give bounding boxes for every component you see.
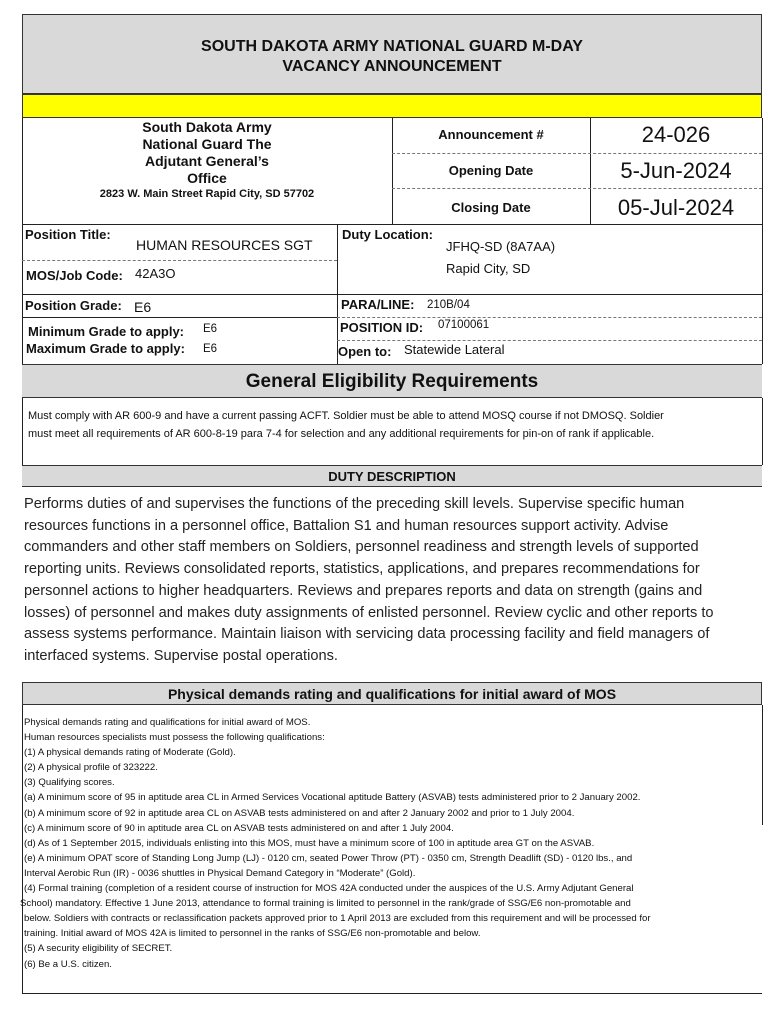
phys-line: (2) A physical profile of 323222. — [24, 762, 158, 774]
max-grade: E6 — [203, 343, 218, 355]
duty-line: resources functions in a personnel office, Battalion S1 and human resources support activity. Advise — [24, 517, 669, 534]
announcement-number-label: Announcement # — [438, 127, 544, 142]
duty-location-label: Duty Location: — [342, 227, 433, 242]
header-title-line1: SOUTH DAKOTA ARMY NATIONAL GUARD M-DAY — [201, 38, 583, 55]
phys-line: (5) A security eligibility of SECRET. — [24, 943, 173, 955]
duty-description-header — [22, 465, 762, 487]
org-line4: Office — [187, 170, 227, 186]
para-line: 210B/04 — [427, 299, 470, 311]
closing-date: 05-Jul-2024 — [617, 195, 735, 220]
duty-line: losses) of personnel and makes duty assignments of enlisted personnel. Review cyclic and other reports to — [24, 604, 714, 621]
position-title: HUMAN RESOURCES SGT — [136, 237, 313, 253]
general-eligibility-header — [22, 364, 762, 398]
phys-line: Interval Aerobic Run (IR) - 0036 shuttles in Physical Demand Category in “Moderate” (Gold). — [24, 867, 416, 879]
general-line2: must meet all requirements of AR 600-8-19 para 7-4 for selection and any additional requirements for pin-on of rank if applicable. — [28, 428, 655, 440]
closing-date-label: Closing Date — [451, 200, 531, 215]
duty-line: Performs duties of and supervises the functions of the preceding skill levels. Supervise specific human — [24, 496, 685, 512]
max-grade-label: Maximum Grade to apply: — [26, 341, 185, 356]
position-grade: E6 — [134, 299, 152, 315]
phys-frame-bottom — [22, 993, 762, 994]
position-sep3 — [337, 317, 762, 318]
min-grade-label: Minimum Grade to apply: — [28, 324, 185, 339]
announcement-header — [22, 14, 762, 94]
physical-demands-header — [22, 682, 762, 705]
ann-row-sep2 — [392, 188, 762, 189]
position-sep2 — [22, 294, 762, 295]
highlight-bar — [22, 94, 762, 118]
phys-line: Human resources specialists must possess the following qualifications: — [24, 732, 325, 744]
gen-frame-right — [762, 398, 763, 465]
phys-line: School) mandatory. Effective 1 June 2013, attendance to formal training is limited to personnel in the rank/grade of SSG/E6 non-promotable and — [20, 898, 631, 910]
physical-demands-title: Physical demands rating and qualifications for initial award of MOS — [167, 686, 617, 702]
mos-code: 42A3O — [135, 266, 176, 281]
phys-line: (4) Formal training (completion of a resident course of instruction for MOS 42A conducted under the auspices of the U.S. Army Adjutant General — [24, 883, 634, 895]
mos-label: MOS/Job Code: — [26, 268, 123, 283]
position-top-rule — [22, 224, 762, 225]
org-address: 2823 W. Main Street Rapid City, SD 57702 — [99, 188, 315, 200]
phys-line: below. Soldiers with contracts or reclassification packets approved prior to 1 April 2013 are excluded from this requirement and will be processed for — [24, 913, 651, 925]
phys-line: (a) A minimum score of 95 in aptitude area CL in Armed Services Vocational aptitude Battery (ASVAB) tests administered prior to 2 January 2002. — [24, 792, 641, 804]
open-to: Statewide Lateral — [404, 342, 505, 357]
duty-location-line2: Rapid City, SD — [446, 261, 531, 276]
duty-description-title: DUTY DESCRIPTION — [328, 469, 456, 484]
duty-line: assess systems performance. Maintain liaison with servicing data processing facility and field managers of — [24, 626, 710, 643]
duty-line: personnel actions to higher headquarters. Reviews and prepares reports and data on strength (gains and — [24, 582, 703, 599]
duty-line: interfaced systems. Supervise postal operations. — [24, 647, 338, 664]
para-line-label: PARA/LINE: — [341, 297, 415, 312]
duty-location-line1: JFHQ-SD (8A7AA) — [446, 239, 556, 254]
phys-line: (1) A physical demands rating of Moderate (Gold). — [24, 747, 236, 759]
duty-line: commanders and other staff members on Soldiers, personnel readiness and strength levels of supported — [24, 539, 699, 556]
position-id: 07100061 — [438, 319, 490, 331]
duty-description-text — [24, 494, 766, 668]
frame-right — [762, 118, 763, 364]
opening-date-label: Opening Date — [448, 163, 534, 178]
announcement-number: 24-026 — [641, 122, 711, 147]
phys-line: (6) Be a U.S. citizen. — [24, 958, 112, 970]
position-id-label: POSITION ID: — [340, 320, 424, 335]
min-grade: E6 — [203, 323, 218, 335]
phys-line: training. Initial award of MOS 42A is limited to personnel in the ranks of SSG/E6 non-promotable and below. — [24, 928, 481, 940]
phys-line: (c) A minimum score of 90 in aptitude area CL on ASVAB tests administered on and after 1 July 2004. — [24, 822, 454, 834]
duty-line: reporting units. Reviews consolidated reports, statistics, applications, and prepares recommendations for — [24, 561, 700, 578]
phys-line: (e) A minimum OPAT score of Standing Long Jump (LJ) - 0120 cm, seated Power Throw (PT) - 0350 cm, Strength Deadlift (SD) - 0120 lbs., and — [24, 852, 633, 864]
general-eligibility-title: General Eligibility Requirements — [245, 371, 539, 392]
phys-line: (3) Qualifying scores. — [24, 777, 115, 789]
general-line1: Must comply with AR 600-9 and have a current passing ACFT. Soldier must be able to attend MOSQ course if not DMOSQ. Soldier — [28, 410, 664, 422]
org-line3: Adjutant General’s — [145, 153, 269, 169]
opening-date: 5-Jun-2024 — [620, 158, 732, 183]
org-line1: South Dakota Army — [142, 119, 272, 135]
header-title-line2: VACANCY ANNOUNCEMENT — [282, 58, 502, 75]
general-eligibility-text — [28, 407, 758, 443]
phys-line: Physical demands rating and qualifications for initial award of MOS. — [24, 717, 311, 728]
position-sep5 — [337, 340, 762, 341]
phys-line: (b) A minimum score of 92 in aptitude area CL on ASVAB tests administered on and after 2 January 2002 and prior to 1 July 2004. — [24, 807, 575, 819]
ann-row-sep1 — [392, 153, 762, 154]
gen-frame-left — [22, 398, 23, 465]
org-line2: National Guard The — [142, 136, 272, 152]
physical-demands-text — [20, 715, 764, 972]
position-sep1 — [22, 260, 337, 261]
position-sep4 — [22, 317, 337, 318]
phys-frame-left — [22, 705, 23, 993]
phys-line: (d) As of 1 September 2015, individuals enlisting into this MOS, must have a minimum score of 100 in aptitude area GT on the ASVAB. — [24, 837, 595, 849]
open-to-label: Open to: — [338, 344, 392, 359]
org-name — [22, 119, 392, 187]
position-title-label: Position Title: — [25, 227, 111, 242]
position-grade-label: Position Grade: — [25, 298, 122, 313]
